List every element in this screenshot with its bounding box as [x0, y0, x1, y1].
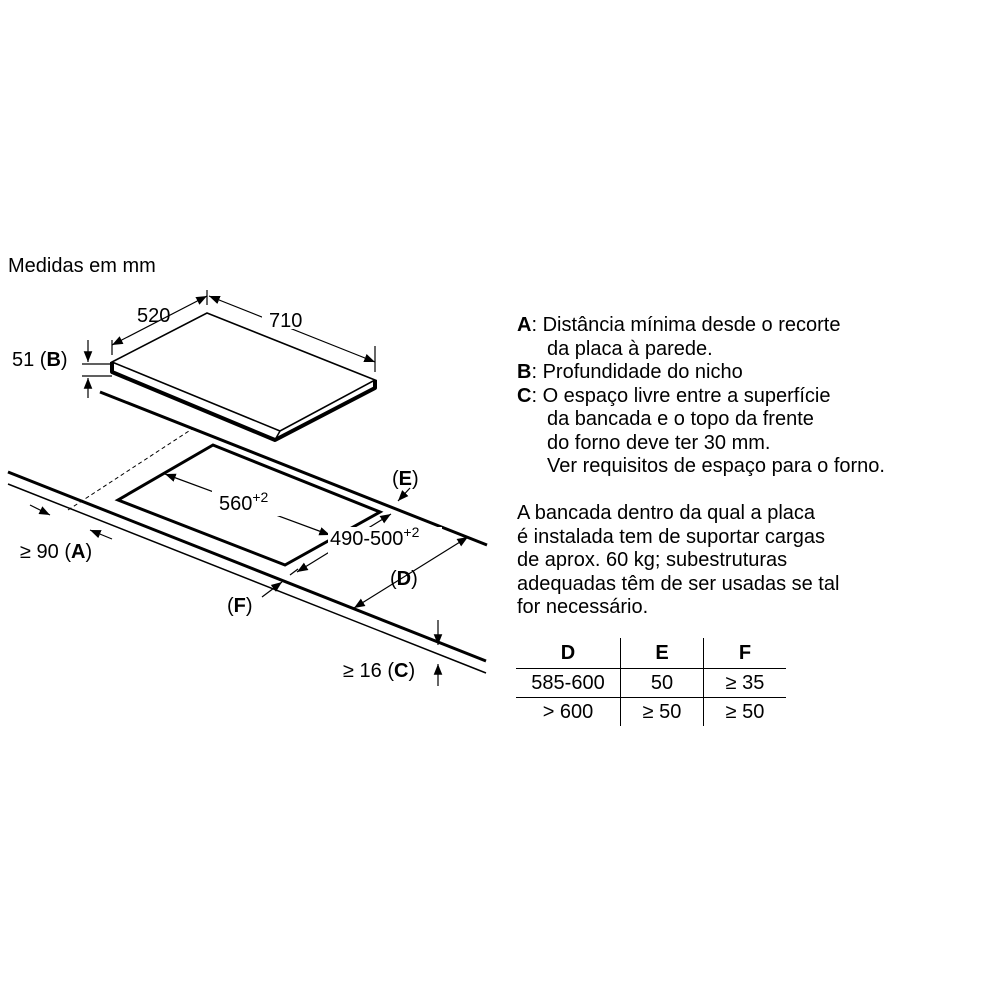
cutout-width-label: $560^{+2}$: [219, 489, 269, 515]
legend-c-cont-2: do forno deve ter 30 mm.: [547, 431, 771, 454]
f-arrow: [262, 582, 282, 597]
legend: [517, 314, 885, 479]
gap-label: ≥ 16 (C): [343, 660, 416, 682]
table-cell: 585-600: [516, 669, 621, 698]
wall-distance-arrows: [30, 505, 112, 539]
load-note: [517, 502, 839, 620]
note-line: é instalada tem de suportar cargas: [517, 525, 825, 548]
table-header-f: F: [704, 638, 787, 669]
legend-c-cont-1: da bancada e o topo da frente: [547, 408, 814, 430]
table-header-row: [516, 638, 786, 669]
note-line: A bancada dentro da qual a placa: [517, 502, 816, 524]
legend-c-cont-3: Ver requisitos de espaço para o forno.: [547, 455, 885, 477]
table-row: [516, 698, 786, 727]
table-header-d: D: [516, 638, 621, 669]
width-label: 710: [269, 310, 303, 332]
legend-c: C: O espaço livre entre a superfície: [517, 384, 831, 407]
table-cell: ≥ 50: [621, 698, 704, 727]
table-cell: ≥ 50: [704, 698, 787, 727]
d-label: (D): [390, 568, 418, 590]
table-cell: > 600: [542, 700, 594, 723]
cutout-depth-label: $490-500^{+2}$: [330, 524, 420, 550]
dimensions-table: [516, 638, 786, 726]
table-header-e: E: [621, 638, 704, 669]
cooktop: [112, 313, 375, 440]
legend-a-cont: da placa à parede.: [547, 337, 713, 360]
e-label: (E): [392, 468, 419, 490]
note-line: de aprox. 60 kg; subestruturas: [517, 549, 788, 571]
wall-distance-label: ≥ 90 (A): [20, 541, 93, 563]
table-cell: 50: [621, 669, 704, 698]
depth-label: 520: [137, 305, 171, 327]
table-cell: ≥ 35: [704, 669, 787, 698]
height-dimension: [82, 340, 112, 398]
height-label: 51 (B): [12, 349, 68, 371]
f-label: (F): [227, 595, 253, 617]
legend-a: A: Distância mínima desde o recorte: [517, 314, 841, 336]
note-line: adequadas têm de ser usadas se tal: [517, 572, 840, 595]
note-line: for necessário.: [517, 596, 649, 618]
measurements-caption: Medidas em mm: [8, 255, 156, 277]
table-row: [516, 669, 786, 698]
legend-b: B: Profundidade do nicho: [517, 361, 743, 383]
